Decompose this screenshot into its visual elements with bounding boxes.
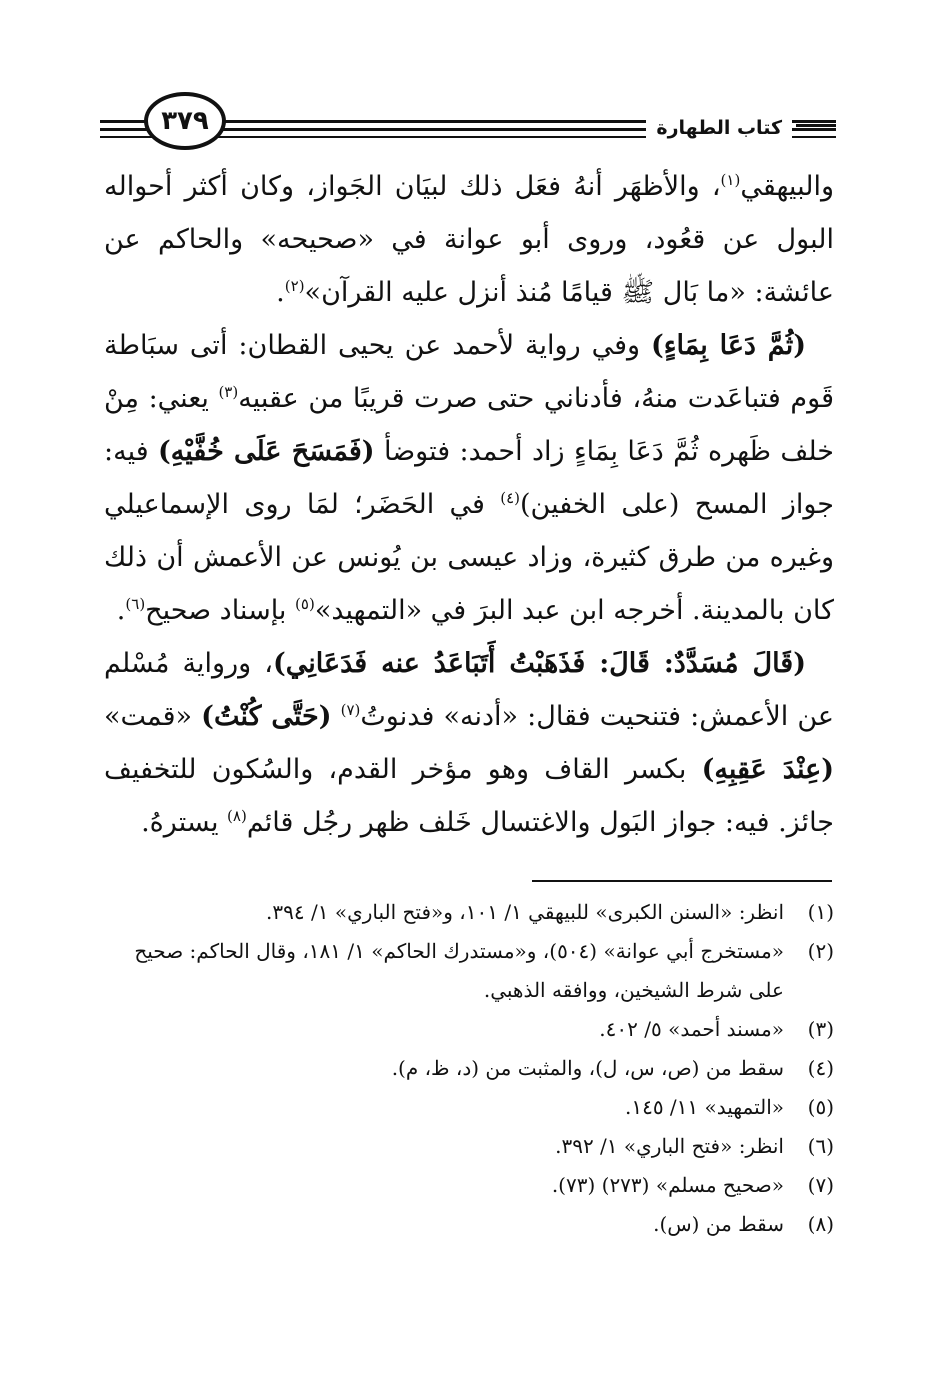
- text-run: ، والأظهَر أنهُ فعَل ذلك لبيَان الجَواز، وكان أكثر أحواله البول عن قعُود، وروى أبو عوانة في «صحيحه» والحاكم عن عائشة: «ما بَال ﷺ قيامًا مُنذ أنزل عليه القرآن»: [104, 171, 834, 308]
- chapter-title: كتاب الطهارة: [646, 112, 792, 144]
- footnote-number: (٨): [807, 1212, 834, 1236]
- text-run: .: [276, 277, 285, 308]
- text-run: «قمت»: [104, 701, 202, 732]
- footnote-text: «مسند أحمد» ٥/ ٤٠٢.: [599, 1017, 784, 1041]
- footnote-ref: (٣): [218, 383, 239, 401]
- page-number: ٣٧٩: [144, 92, 226, 150]
- footnote-number: (٥): [807, 1095, 834, 1119]
- footnote-ref: (٥): [295, 595, 315, 613]
- footnote-text: «مستخرج أبي عوانة» (٥٠٤)، و«مستدرك الحاكم» ١/ ١٨١، وقال الحاكم: صحيح على شرط الشيخين، ووافقه الذهبي.: [134, 939, 784, 1002]
- footnote: [104, 1166, 834, 1205]
- hadith-quote: (حَتَّى كُنْتُ): [201, 701, 332, 732]
- footnote-separator: [532, 880, 832, 882]
- footnote-number: (١): [807, 900, 834, 924]
- footnote: [104, 932, 834, 1010]
- footnote-text: انظر: «فتح الباري» ١/ ٣٩٢.: [555, 1134, 784, 1158]
- text-run: ، ورواية مُسْلم عن الأعمش: فتنحيت فقال: «أدنه» فدنوتُ: [104, 648, 834, 732]
- footnote-number: (٦): [807, 1134, 834, 1158]
- footnote-ref: (٨): [227, 807, 247, 825]
- text-run: .: [116, 595, 126, 626]
- text-run: يسترهُ.: [141, 807, 228, 838]
- footnote-number: (٣): [807, 1017, 834, 1041]
- header-rule-right: [796, 124, 836, 127]
- text-run: وفي رواية لأحمد عن يحيى القطان: أتى سبَاطة قَوم فتباعَدت منهُ، فأدناني حتى صرت قريبًا من عقبيه: [104, 330, 834, 414]
- hadith-quote: (قَالَ مُسَدَّدٌ: قَالَ: فَذَهَبْتُ أَتَبَاعَدُ عنه فَدَعَانِي): [272, 648, 806, 679]
- main-text: [104, 160, 834, 849]
- footnote-text: سقط من (ص، س، ل)، والمثبت من (د، ظ، م).: [391, 1056, 784, 1080]
- footnote-number: (٢): [807, 939, 834, 963]
- footnote-text: «صحيح مسلم» (٢٧٣) (٧٣).: [551, 1173, 784, 1197]
- text-run: بإسناد صحيح: [145, 595, 296, 626]
- hadith-quote: (ثُمَّ دَعَا بِمَاءٍ): [651, 330, 806, 361]
- text-run: يعني: مِنْ خلف ظَهره ثُمَّ دَعَا بِمَاءٍ زاد أحمد: فتوضأ: [104, 383, 834, 467]
- text-run: [332, 701, 341, 732]
- paragraph-3: [104, 637, 834, 849]
- paragraph-1: [104, 160, 834, 319]
- footnote: [104, 1088, 834, 1127]
- footnote-number: (٤): [807, 1056, 834, 1080]
- footnote: [104, 1010, 834, 1049]
- footnote: [104, 1049, 834, 1088]
- footnote-ref: (٢): [284, 277, 305, 295]
- text-run: بكسر القاف وهو مؤخر القدم، والسُكون للتخفيف جائز. فيه: جواز البَول والاغتسال خَلف ظهر رجُل قائم: [104, 754, 834, 838]
- footnote-number: (٧): [807, 1173, 834, 1197]
- footnote-ref: (١): [720, 171, 741, 189]
- footnote-text: «التمهيد» ١١/ ١٤٥.: [624, 1095, 784, 1119]
- text-run: والبيهقي: [740, 171, 834, 202]
- footnote-text: انظر: «السنن الكبرى» للبيهقي ١/ ١٠١، و«فتح الباري» ١/ ٣٩٤.: [266, 900, 784, 924]
- hadith-quote: (عِنْدَ عَقِبِهِ): [701, 754, 834, 785]
- paragraph-2: [104, 319, 834, 637]
- footnote: [104, 1205, 834, 1244]
- footnote-text: سقط من (س).: [653, 1212, 784, 1236]
- text-run: في الحَضَر؛ لمَا روى الإسماعيلي وغيره من طرق كثيرة، وزاد عيسى بن يُونس عن الأعمش أن ذلك كان بالمدينة. أخرجه ابن عبد البرَ في «التمهيد»: [104, 489, 834, 626]
- text-run: فيه: جواز المسح (على الخفين): [104, 436, 834, 520]
- footnote-ref: (٦): [125, 595, 146, 613]
- footnote-ref: (٤): [500, 489, 520, 507]
- footnote: [104, 893, 834, 932]
- footnotes: [104, 893, 834, 1244]
- footnote-ref: (٧): [340, 701, 361, 719]
- footnote: [104, 1127, 834, 1166]
- hadith-quote: (فَمَسَحَ عَلَى خُفَّيْهِ): [158, 436, 375, 467]
- page-header: [100, 88, 836, 160]
